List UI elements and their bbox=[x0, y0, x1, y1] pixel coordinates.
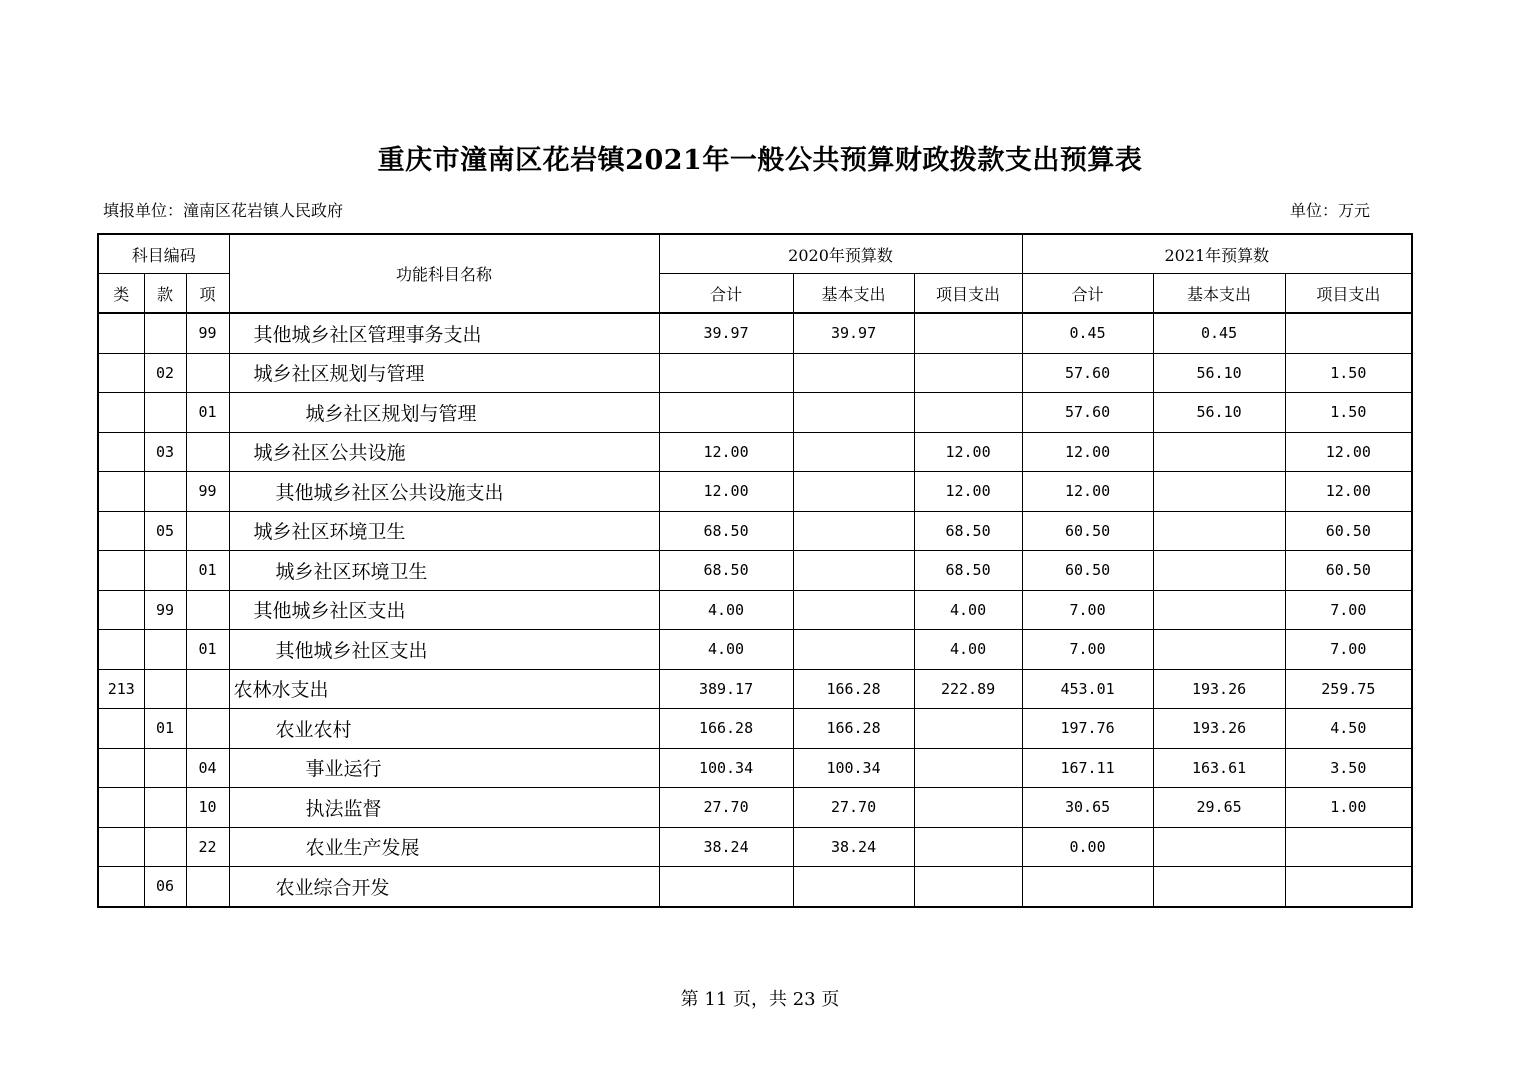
basic-2020-cell: 100.34 bbox=[793, 748, 914, 788]
code-lei-cell bbox=[98, 393, 144, 433]
function-name-cell: 城乡社区环境卫生 bbox=[229, 551, 659, 591]
table-row bbox=[98, 630, 1412, 670]
header-kuan: 款 bbox=[144, 274, 186, 314]
code-kuan-cell bbox=[144, 669, 186, 709]
basic-2020-cell: 39.97 bbox=[793, 313, 914, 353]
basic-2021-cell bbox=[1153, 590, 1285, 630]
table-row bbox=[98, 551, 1412, 591]
project-2021-cell: 12.00 bbox=[1285, 432, 1412, 472]
basic-2020-cell bbox=[793, 393, 914, 433]
basic-2021-cell bbox=[1153, 827, 1285, 867]
code-kuan-cell bbox=[144, 748, 186, 788]
code-xiang-cell: 22 bbox=[186, 827, 229, 867]
project-2020-cell: 68.50 bbox=[914, 511, 1022, 551]
project-2020-cell: 12.00 bbox=[914, 432, 1022, 472]
code-kuan-cell bbox=[144, 313, 186, 353]
project-2020-cell: 222.89 bbox=[914, 669, 1022, 709]
function-name-cell: 城乡社区公共设施 bbox=[229, 432, 659, 472]
function-name-cell: 城乡社区规划与管理 bbox=[229, 393, 659, 433]
fill-unit-label: 填报单位：潼南区花岩镇人民政府 bbox=[103, 201, 344, 220]
project-2021-cell: 1.50 bbox=[1285, 393, 1412, 433]
code-xiang-cell: 01 bbox=[186, 630, 229, 670]
code-lei-cell bbox=[98, 788, 144, 828]
code-kuan-cell: 99 bbox=[144, 590, 186, 630]
page-footer: 第 11 页，共 23 页 bbox=[680, 989, 840, 1010]
header-2020-budget: 2020年预算数 bbox=[659, 234, 1022, 274]
code-kuan-cell bbox=[144, 393, 186, 433]
project-2020-cell bbox=[914, 867, 1022, 907]
total-2021-cell: 197.76 bbox=[1022, 709, 1153, 749]
basic-2020-cell bbox=[793, 630, 914, 670]
code-lei-cell bbox=[98, 709, 144, 749]
table-row bbox=[98, 511, 1412, 551]
currency-unit-label: 单位：万元 bbox=[1290, 201, 1371, 220]
table-row bbox=[98, 590, 1412, 630]
code-kuan-cell: 01 bbox=[144, 709, 186, 749]
header-code-group: 科目编码 bbox=[98, 234, 229, 274]
total-2021-cell: 0.45 bbox=[1022, 313, 1153, 353]
code-lei-cell bbox=[98, 867, 144, 907]
total-2021-cell: 167.11 bbox=[1022, 748, 1153, 788]
code-lei-cell bbox=[98, 353, 144, 393]
function-name-cell: 其他城乡社区管理事务支出 bbox=[229, 313, 659, 353]
header-2021-total: 合计 bbox=[1022, 274, 1153, 314]
code-lei-cell bbox=[98, 313, 144, 353]
basic-2020-cell bbox=[793, 511, 914, 551]
code-xiang-cell: 01 bbox=[186, 393, 229, 433]
project-2021-cell: 7.00 bbox=[1285, 630, 1412, 670]
code-lei-cell bbox=[98, 630, 144, 670]
code-xiang-cell bbox=[186, 432, 229, 472]
total-2020-cell: 68.50 bbox=[659, 551, 793, 591]
project-2021-cell: 12.00 bbox=[1285, 472, 1412, 512]
total-2021-cell: 453.01 bbox=[1022, 669, 1153, 709]
function-name-cell: 农林水支出 bbox=[229, 669, 659, 709]
header-2021-project: 项目支出 bbox=[1285, 274, 1412, 314]
project-2020-cell bbox=[914, 353, 1022, 393]
budget-table-body bbox=[98, 234, 1412, 907]
project-2021-cell: 1.00 bbox=[1285, 788, 1412, 828]
header-lei: 类 bbox=[98, 274, 144, 314]
code-lei-cell bbox=[98, 551, 144, 591]
total-2021-cell: 57.60 bbox=[1022, 353, 1153, 393]
total-2020-cell: 166.28 bbox=[659, 709, 793, 749]
total-2021-cell bbox=[1022, 867, 1153, 907]
table-row bbox=[98, 788, 1412, 828]
basic-2020-cell: 27.70 bbox=[793, 788, 914, 828]
basic-2021-cell: 29.65 bbox=[1153, 788, 1285, 828]
code-xiang-cell: 01 bbox=[186, 551, 229, 591]
header-row-1 bbox=[98, 234, 1412, 274]
basic-2020-cell bbox=[793, 353, 914, 393]
code-kuan-cell: 02 bbox=[144, 353, 186, 393]
code-kuan-cell bbox=[144, 630, 186, 670]
basic-2020-cell: 38.24 bbox=[793, 827, 914, 867]
code-kuan-cell: 06 bbox=[144, 867, 186, 907]
total-2021-cell: 60.50 bbox=[1022, 551, 1153, 591]
basic-2021-cell: 0.45 bbox=[1153, 313, 1285, 353]
header-2021-budget: 2021年预算数 bbox=[1022, 234, 1412, 274]
code-lei-cell bbox=[98, 511, 144, 551]
basic-2020-cell bbox=[793, 432, 914, 472]
basic-2021-cell: 56.10 bbox=[1153, 393, 1285, 433]
function-name-cell: 其他城乡社区支出 bbox=[229, 590, 659, 630]
basic-2021-cell bbox=[1153, 472, 1285, 512]
function-name-cell: 其他城乡社区支出 bbox=[229, 630, 659, 670]
project-2021-cell: 60.50 bbox=[1285, 551, 1412, 591]
total-2020-cell bbox=[659, 867, 793, 907]
function-name-cell: 农业综合开发 bbox=[229, 867, 659, 907]
code-lei-cell bbox=[98, 748, 144, 788]
code-lei-cell: 213 bbox=[98, 669, 144, 709]
total-2020-cell: 12.00 bbox=[659, 432, 793, 472]
total-2020-cell bbox=[659, 353, 793, 393]
code-xiang-cell bbox=[186, 353, 229, 393]
total-2021-cell: 7.00 bbox=[1022, 590, 1153, 630]
basic-2021-cell bbox=[1153, 511, 1285, 551]
total-2021-cell: 60.50 bbox=[1022, 511, 1153, 551]
code-xiang-cell bbox=[186, 669, 229, 709]
header-2020-basic: 基本支出 bbox=[793, 274, 914, 314]
total-2020-cell: 4.00 bbox=[659, 590, 793, 630]
code-kuan-cell: 05 bbox=[144, 511, 186, 551]
total-2021-cell: 12.00 bbox=[1022, 432, 1153, 472]
table-row bbox=[98, 432, 1412, 472]
function-name-cell: 农业农村 bbox=[229, 709, 659, 749]
basic-2021-cell: 193.26 bbox=[1153, 709, 1285, 749]
total-2021-cell: 57.60 bbox=[1022, 393, 1153, 433]
code-lei-cell bbox=[98, 472, 144, 512]
project-2020-cell bbox=[914, 393, 1022, 433]
code-kuan-cell bbox=[144, 551, 186, 591]
project-2021-cell: 60.50 bbox=[1285, 511, 1412, 551]
project-2020-cell bbox=[914, 827, 1022, 867]
project-2020-cell bbox=[914, 788, 1022, 828]
basic-2020-cell bbox=[793, 551, 914, 591]
project-2020-cell bbox=[914, 748, 1022, 788]
table-row bbox=[98, 313, 1412, 353]
table-row bbox=[98, 709, 1412, 749]
code-lei-cell bbox=[98, 590, 144, 630]
function-name-cell: 执法监督 bbox=[229, 788, 659, 828]
basic-2020-cell bbox=[793, 472, 914, 512]
project-2020-cell bbox=[914, 313, 1022, 353]
basic-2021-cell bbox=[1153, 630, 1285, 670]
basic-2020-cell: 166.28 bbox=[793, 669, 914, 709]
function-name-cell: 城乡社区环境卫生 bbox=[229, 511, 659, 551]
header-function-name: 功能科目名称 bbox=[229, 234, 659, 313]
header-2020-project: 项目支出 bbox=[914, 274, 1022, 314]
total-2021-cell: 30.65 bbox=[1022, 788, 1153, 828]
project-2021-cell: 259.75 bbox=[1285, 669, 1412, 709]
project-2020-cell: 68.50 bbox=[914, 551, 1022, 591]
code-xiang-cell: 04 bbox=[186, 748, 229, 788]
project-2020-cell: 4.00 bbox=[914, 590, 1022, 630]
project-2021-cell: 3.50 bbox=[1285, 748, 1412, 788]
code-xiang-cell: 99 bbox=[186, 472, 229, 512]
total-2020-cell: 27.70 bbox=[659, 788, 793, 828]
basic-2021-cell: 193.26 bbox=[1153, 669, 1285, 709]
table-row bbox=[98, 393, 1412, 433]
function-name-cell: 事业运行 bbox=[229, 748, 659, 788]
code-lei-cell bbox=[98, 827, 144, 867]
project-2020-cell: 4.00 bbox=[914, 630, 1022, 670]
total-2020-cell bbox=[659, 393, 793, 433]
function-name-cell: 城乡社区规划与管理 bbox=[229, 353, 659, 393]
code-lei-cell bbox=[98, 432, 144, 472]
total-2020-cell: 100.34 bbox=[659, 748, 793, 788]
table-row bbox=[98, 867, 1412, 907]
total-2020-cell: 12.00 bbox=[659, 472, 793, 512]
total-2020-cell: 68.50 bbox=[659, 511, 793, 551]
code-kuan-cell bbox=[144, 472, 186, 512]
page-title: 重庆市潼南区花岩镇2021年一般公共预算财政拨款支出预算表 bbox=[377, 145, 1143, 176]
basic-2021-cell bbox=[1153, 432, 1285, 472]
code-xiang-cell bbox=[186, 590, 229, 630]
header-2020-total: 合计 bbox=[659, 274, 793, 314]
basic-2021-cell: 163.61 bbox=[1153, 748, 1285, 788]
basic-2021-cell bbox=[1153, 551, 1285, 591]
project-2021-cell: 7.00 bbox=[1285, 590, 1412, 630]
project-2021-cell: 1.50 bbox=[1285, 353, 1412, 393]
code-xiang-cell: 99 bbox=[186, 313, 229, 353]
basic-2020-cell bbox=[793, 867, 914, 907]
table-row bbox=[98, 748, 1412, 788]
project-2021-cell: 4.50 bbox=[1285, 709, 1412, 749]
project-2020-cell bbox=[914, 709, 1022, 749]
code-kuan-cell: 03 bbox=[144, 432, 186, 472]
header-2021-basic: 基本支出 bbox=[1153, 274, 1285, 314]
code-xiang-cell: 10 bbox=[186, 788, 229, 828]
basic-2020-cell: 166.28 bbox=[793, 709, 914, 749]
function-name-cell: 其他城乡社区公共设施支出 bbox=[229, 472, 659, 512]
project-2021-cell bbox=[1285, 827, 1412, 867]
code-xiang-cell bbox=[186, 709, 229, 749]
code-kuan-cell bbox=[144, 788, 186, 828]
table-row bbox=[98, 669, 1412, 709]
project-2021-cell bbox=[1285, 313, 1412, 353]
project-2021-cell bbox=[1285, 867, 1412, 907]
total-2020-cell: 389.17 bbox=[659, 669, 793, 709]
budget-table bbox=[97, 233, 1413, 908]
total-2021-cell: 0.00 bbox=[1022, 827, 1153, 867]
table-row bbox=[98, 472, 1412, 512]
header-xiang: 项 bbox=[186, 274, 229, 314]
code-kuan-cell bbox=[144, 827, 186, 867]
basic-2021-cell: 56.10 bbox=[1153, 353, 1285, 393]
table-row bbox=[98, 827, 1412, 867]
basic-2020-cell bbox=[793, 590, 914, 630]
total-2021-cell: 12.00 bbox=[1022, 472, 1153, 512]
function-name-cell: 农业生产发展 bbox=[229, 827, 659, 867]
total-2021-cell: 7.00 bbox=[1022, 630, 1153, 670]
code-xiang-cell bbox=[186, 511, 229, 551]
project-2020-cell: 12.00 bbox=[914, 472, 1022, 512]
total-2020-cell: 39.97 bbox=[659, 313, 793, 353]
table-row bbox=[98, 353, 1412, 393]
basic-2021-cell bbox=[1153, 867, 1285, 907]
total-2020-cell: 38.24 bbox=[659, 827, 793, 867]
total-2020-cell: 4.00 bbox=[659, 630, 793, 670]
code-xiang-cell bbox=[186, 867, 229, 907]
